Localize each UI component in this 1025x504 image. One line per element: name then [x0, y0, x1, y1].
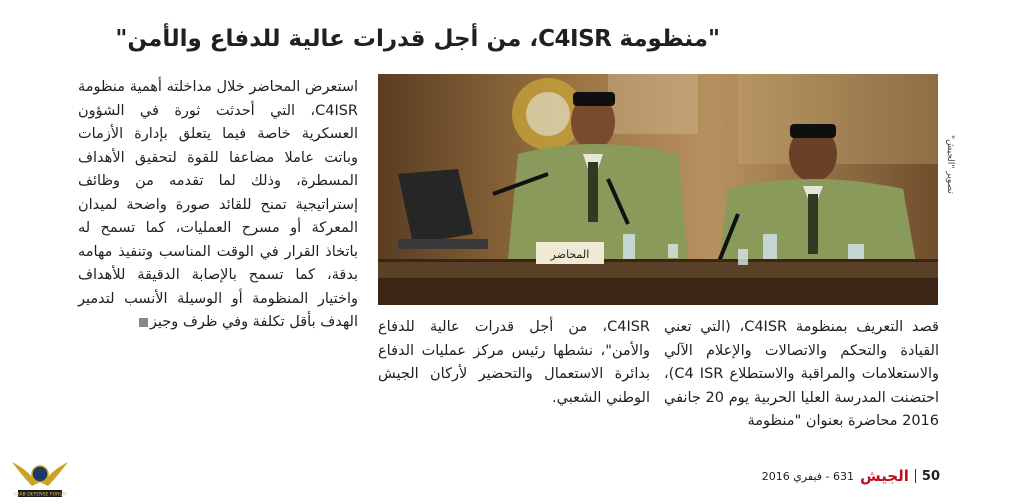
paragraph: استعرض المحاضر خلال مداخلته أهمية منظومة C4ISR، التي أحدثت ثورة في الشؤون العسكرية خاصة فيما يتعلق بإدارة الأزمات وباتت عاملا مضاعفا للقوة لتحقيق الأهداف المسطرة، وذلك لما تقدمه من وظائف إستراتيجية تمنح للقائد صورة واضحة لميدان المعركة أو مسرح العمليات، كما تسمح له باتخاذ القرار في الوقت المناسب وتنفيذ مهامه بدقة، كما تسمح بالإصابة الدقيقة للأهداف واختيار المنظومة أو الوسيلة الأنسب لتدمير الهدف بأقل تكلفة وفي ظرف وجيز	[78, 79, 358, 330]
photo-credit: تصوير "الجيش"	[945, 135, 955, 194]
footer-divider	[915, 469, 916, 483]
article-photo	[378, 74, 938, 305]
forum-watermark-logo	[8, 452, 72, 500]
issue-info: 631 - فيفري 2016	[761, 469, 854, 483]
nameplate-text: المحاضر	[550, 248, 590, 261]
logo-text: ARAB DEFENSE FORUM	[13, 492, 67, 498]
end-mark-icon	[139, 318, 148, 327]
page-footer	[760, 466, 940, 486]
article-column-middle	[378, 316, 650, 410]
eagle-icon	[8, 452, 72, 500]
article-column-right	[664, 316, 939, 434]
photo-illustration	[378, 74, 938, 305]
page-number: 50	[921, 468, 940, 484]
paragraph: قصد التعريف بمنظومة C4ISR، (التي تعني القيادة والتحكم والاتصالات والإعلام الآلي والاستعلامات والمراقبة والاستطلاع C4 ISR)، احتضنت المدرسة العليا الحربية يوم 20 جانفي 2016 محاضرة بعنوان "منظومة	[664, 319, 939, 429]
magazine-name: الجيش	[859, 467, 909, 485]
article-headline: "منظومة C4ISR، من أجل قدرات عالية للدفاع والأمن"	[115, 26, 720, 52]
paragraph: C4ISR، من أجل قدرات عالية للدفاع والأمن"، نشطها رئيس مركز عمليات الدفاع بدائرة الاستعمال والتحضير لأركان الجيش الوطني الشعبي.	[378, 319, 650, 406]
article-column-left	[78, 76, 358, 335]
